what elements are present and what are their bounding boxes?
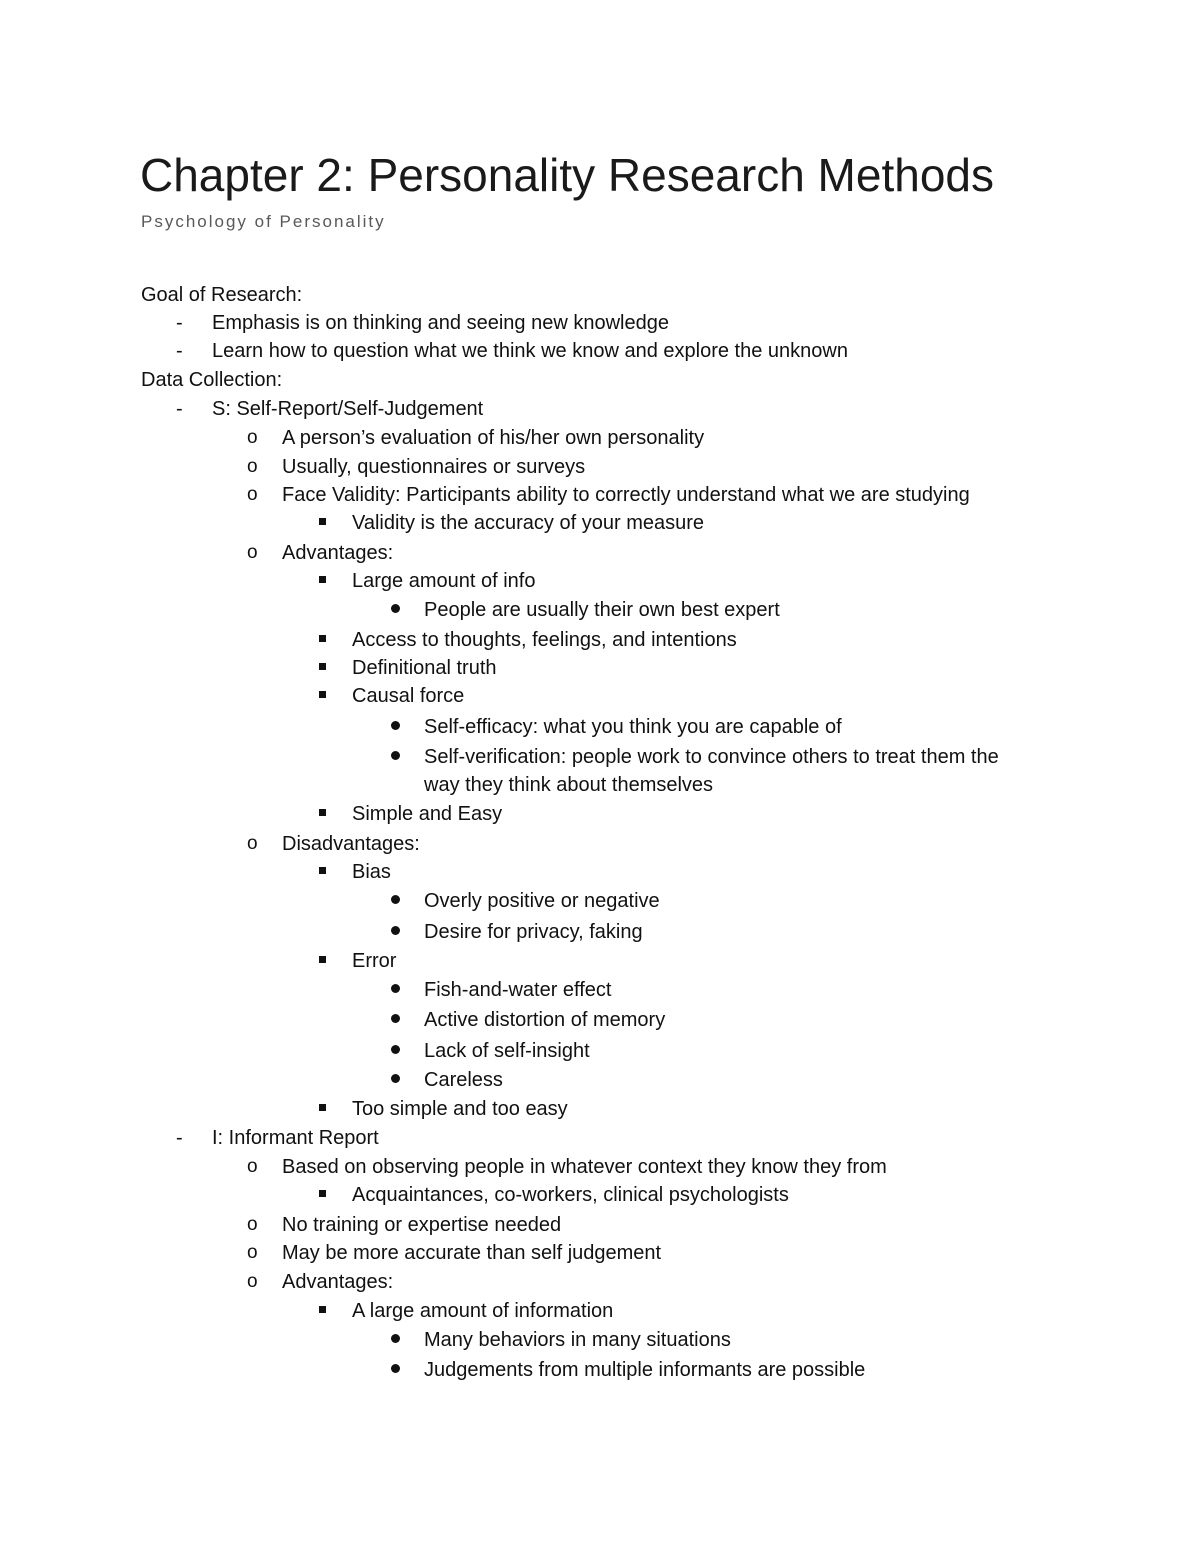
list-item-text: A person’s evaluation of his/her own personality: [282, 427, 705, 449]
circle-bullet: o: [247, 484, 258, 505]
list-item-text: Advantages:: [282, 542, 394, 564]
square-bullet: [319, 858, 326, 886]
dot-bullet: [391, 1326, 400, 1354]
dot-bullet: [391, 743, 400, 771]
square-bullet: [319, 567, 326, 595]
page-subtitle: Psychology of Personality: [141, 212, 386, 231]
list-item-text: Bias: [352, 861, 391, 883]
dash-bullet: -: [176, 398, 183, 420]
list-item-text: Usually, questionnaires or surveys: [282, 456, 586, 478]
dot-bullet: [391, 1066, 400, 1094]
dot-bullet: [391, 976, 400, 1004]
list-item-text: Too simple and too easy: [352, 1098, 568, 1120]
square-bullet: [319, 1297, 326, 1325]
list-item-text: Self-efficacy: what you think you are capable of: [424, 716, 842, 738]
list-item-text: way they think about themselves: [424, 774, 714, 796]
list-item-text: Learn how to question what we think we know and explore the unknown: [212, 340, 848, 362]
list-item-text: Active distortion of memory: [424, 1009, 666, 1031]
dot-bullet: [391, 1037, 400, 1065]
circle-bullet: o: [247, 456, 258, 477]
list-item-text: Acquaintances, co-workers, clinical psychologists: [352, 1184, 789, 1206]
circle-bullet: o: [247, 1214, 258, 1235]
list-item-text: Many behaviors in many situations: [424, 1329, 731, 1351]
list-item-text: No training or expertise needed: [282, 1214, 562, 1236]
list-item-text: Advantages:: [282, 1271, 394, 1293]
list-item-text: Self-verification: people work to convince others to treat them the: [424, 746, 999, 768]
list-item-text: Emphasis is on thinking and seeing new knowledge: [212, 312, 669, 334]
square-bullet: [319, 1095, 326, 1123]
list-item-text: Lack of self-insight: [424, 1040, 590, 1062]
list-item-text: Face Validity: Participants ability to correctly understand what we are studying: [282, 484, 970, 506]
circle-bullet: o: [247, 833, 258, 854]
dot-bullet: [391, 918, 400, 946]
list-item-text: Large amount of info: [352, 570, 536, 592]
dot-bullet: [391, 887, 400, 915]
circle-bullet: o: [247, 1271, 258, 1292]
list-item-text: Fish-and-water effect: [424, 979, 612, 1001]
list-item-text: Causal force: [352, 685, 465, 707]
list-item-text: Desire for privacy, faking: [424, 921, 643, 943]
list-item-text: Validity is the accuracy of your measure: [352, 512, 705, 534]
square-bullet: [319, 1181, 326, 1209]
list-item-text: Judgements from multiple informants are possible: [424, 1359, 866, 1381]
dot-bullet: [391, 713, 400, 741]
page-title: Chapter 2: Personality Research Methods: [140, 149, 994, 201]
list-item-text: Based on observing people in whatever context they know they from: [282, 1156, 887, 1178]
square-bullet: [319, 947, 326, 975]
list-item-text: A large amount of information: [352, 1300, 614, 1322]
list-item-text: People are usually their own best expert: [424, 599, 780, 621]
dash-bullet: -: [176, 340, 183, 362]
circle-bullet: o: [247, 1156, 258, 1177]
square-bullet: [319, 682, 326, 710]
dot-bullet: [391, 1006, 400, 1034]
square-bullet: [319, 509, 326, 537]
list-item-text: Overly positive or negative: [424, 890, 660, 912]
dash-bullet: -: [176, 312, 183, 334]
circle-bullet: o: [247, 542, 258, 563]
circle-bullet: o: [247, 427, 258, 448]
list-item-text: May be more accurate than self judgement: [282, 1242, 662, 1264]
list-item-text: I: Informant Report: [212, 1127, 379, 1149]
dot-bullet: [391, 1356, 400, 1384]
dash-bullet: -: [176, 1127, 183, 1149]
list-item-text: S: Self-Report/Self-Judgement: [212, 398, 484, 420]
list-item-text: Access to thoughts, feelings, and intentions: [352, 629, 737, 651]
list-item-text: Disadvantages:: [282, 833, 420, 855]
list-item-text: Definitional truth: [352, 657, 497, 679]
square-bullet: [319, 654, 326, 682]
list-item-text: Simple and Easy: [352, 803, 503, 825]
square-bullet: [319, 626, 326, 654]
list-item-text: Careless: [424, 1069, 503, 1091]
square-bullet: [319, 800, 326, 828]
heading-text: Goal of Research:: [141, 284, 303, 306]
dot-bullet: [391, 596, 400, 624]
list-item-text: Error: [352, 950, 397, 972]
heading-text: Data Collection:: [141, 369, 283, 391]
circle-bullet: o: [247, 1242, 258, 1263]
